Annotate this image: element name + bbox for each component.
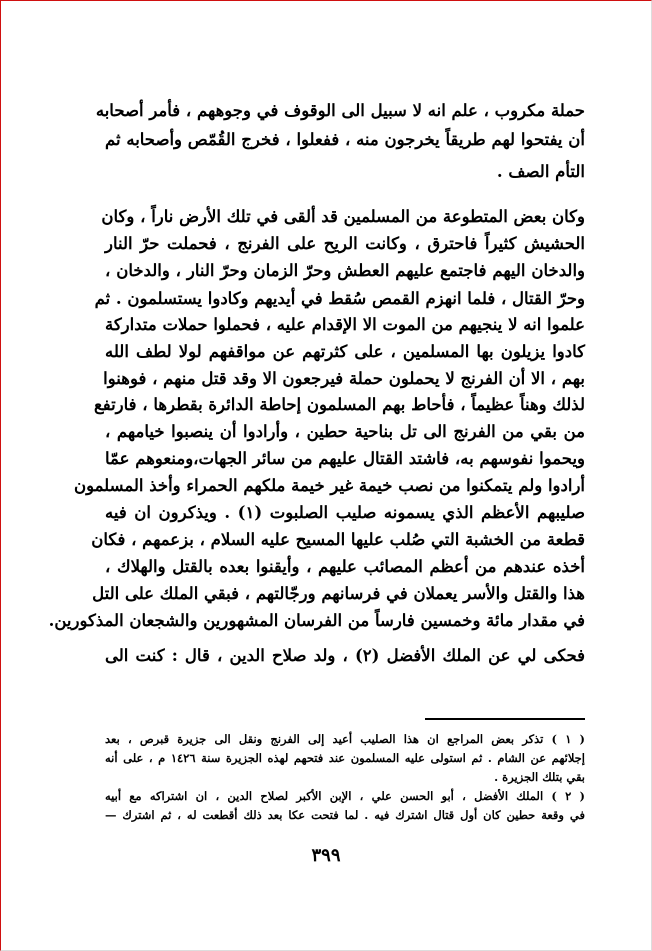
text-line: فحكى لي عن الملك الأفضل (٢) ، ولد صلاح الدين ، قال : كنت الى — [105, 646, 585, 665]
text-line: والدخان اليهم فاجتمع عليهم العطش وحرّ الزمان وحرّ النار ، والدخان ، — [105, 261, 585, 280]
text-line: كادوا يزيلون بها المسلمين ، على كثرتهم عن مواقفهم لولا لطف الله — [105, 342, 585, 361]
footnote-line: إجلائهم عن الشام . ثم استولى عليه المسلمون عند فتحهم لهذه الجزيرة سنة ١٤٢٦ م ، على أنه — [105, 751, 585, 765]
text-line: هذا والقتل والأسر يعملان في فرسانهم ورجّالتهم ، فبقي الملك على التل — [92, 584, 585, 603]
text-line: علموا انه لا ينجيهم من الموت الا الإقدام عليه ، فحملوا حملات متداركة — [104, 315, 585, 334]
text-line: أن يفتحوا لهم طريقاً يخرجون منه ، ففعلوا ، فخرج القُمّص وأصحابه ثم — [105, 130, 585, 149]
text-line: من بقي من الفرنج الى تل بناحية حطين ، وأرادوا أن ينصبوا خيامهم ، — [105, 422, 585, 441]
footnote-line: ( ١ ) تذكر بعض المراجع ان هذا الصليب أعيد إلى الفرنج ونقل الى جزيرة قبرص ، بعد — [105, 732, 585, 746]
text-line: وحرّ القتال ، فلما انهزم القمص سُقط في أيديهم وكادوا يستسلمون . ثم — [94, 289, 585, 308]
text-line: وكان بعض المتطوعة من المسلمين قد ألقى في تلك الأرض ناراً ، وكان — [101, 207, 585, 226]
text-line: بهم ، الا أن الفرنج لا يحملون حملة فيرجعون الا وقد قتل منهم ، فوهنوا — [103, 369, 585, 388]
text-line: لذلك وهناً عظيماً ، فأحاط بهم المسلمون إحاطة الدائرة بقطرها ، فارتفع — [93, 395, 585, 414]
page-number: ٣٩٩ — [311, 845, 341, 866]
footnote-line: بقي بتلك الجزيرة . — [494, 770, 585, 784]
footnote-line: في وقعة حطين كان أول قتال اشترك فيه . لما فتحت عكا بعد ذلك أقطعت له ، ثم اشترك — — [105, 808, 585, 822]
text-line: الحشيش كثيراً فاحترق ، وكانت الريح على الفرنج ، فحملت حرّ النار — [105, 234, 585, 253]
text-line: أخذه عندهم من أعظم المصائب عليهم ، وأيقنوا بعده بالقتل والهلاك ، — [105, 557, 585, 576]
footnotes — [48, 0, 585, 840]
text-line: حملة مكروب ، علم انه لا سبيل الى الوقوف في وجوههم ، فأمر أصحابه — [95, 101, 585, 120]
text-line: صليبهم الأعظم الذي يسمونه صليب الصلبوت (١) . ويذكرون ان فيه — [105, 503, 585, 522]
text-line: قطعة من الخشبة التي صُلب عليها المسيح عليه السلام ، بزعمهم ، فكان — [91, 530, 585, 549]
footnote-line: ( ٢ ) الملك الأفضل ، أبو الحسن علي ، الإبن الأكبر لصلاح الدين ، ان اشتراكه مع أبيه — [105, 789, 585, 803]
text-line: ويحموا نفوسهم به، فاشتد القتال عليهم من سائر الجهات،ومنعوهم عمّا — [105, 449, 585, 468]
text-line: التأم الصف . — [496, 162, 585, 181]
text-line: في مقدار مائة وخمسين فارساً من الفرسان المشهورين والشجعان المذكورين. — [48, 611, 585, 630]
text-line: أرادوا ولم يتمكنوا من نصب خيمة غير خيمة ملكهم الحمراء وأخذ المسلمون — [73, 476, 585, 495]
